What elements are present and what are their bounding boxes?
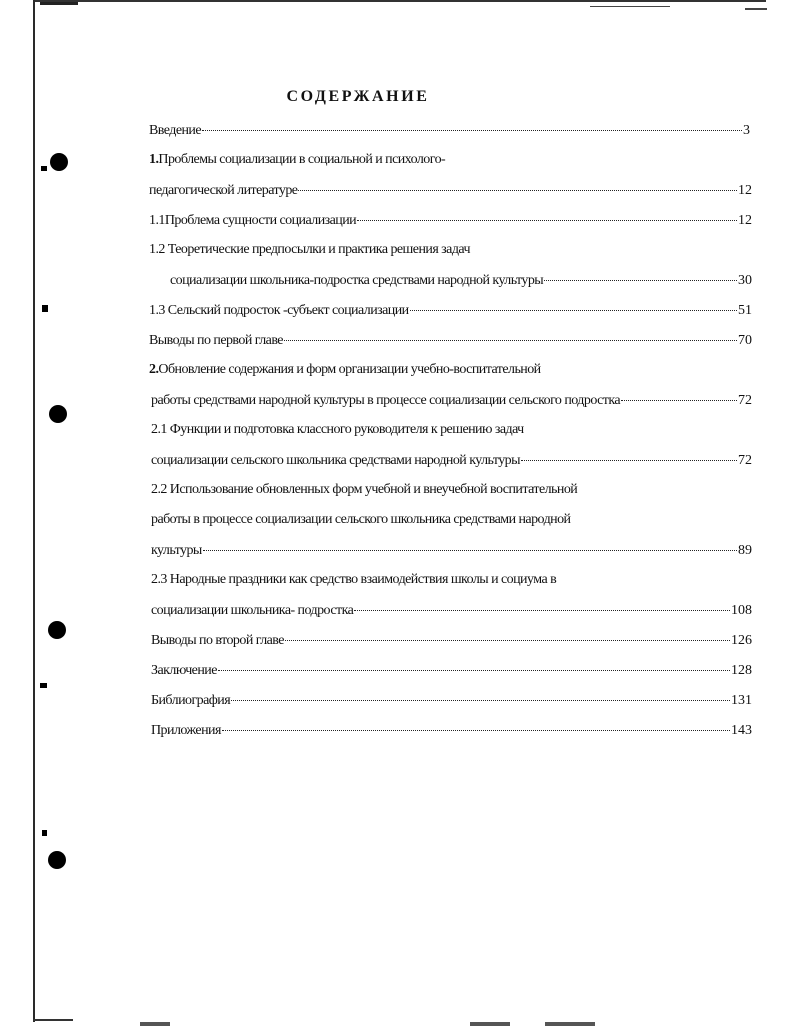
- toc-entry-title: [149, 301, 409, 321]
- dot-leader: [354, 597, 730, 611]
- scan-speck: [42, 305, 48, 312]
- dot-leader: [621, 387, 737, 401]
- toc-entry: [149, 120, 750, 140]
- toc-entry-line: [151, 480, 577, 500]
- toc-entry: [151, 450, 752, 470]
- toc-entry-title: [170, 271, 543, 291]
- toc-entry-text: социализации сельского школьника средствами народной культуры: [151, 453, 520, 468]
- punch-hole: [48, 851, 66, 869]
- scan-edge-mark: [745, 8, 767, 10]
- toc-entry-text: Заключение: [151, 663, 217, 678]
- toc-entry: [151, 600, 752, 620]
- toc-entry: [151, 690, 752, 710]
- toc-entry-title: [151, 691, 230, 711]
- toc-entry-text: работы средствами народной культуры в процессе социализации сельского подростка: [151, 393, 621, 408]
- toc-entry-text: Библиография: [151, 693, 231, 708]
- dot-leader: [222, 717, 730, 731]
- toc-entry-text: 2.3 Народные праздники как средство взаимодействия школы и социума в: [151, 572, 557, 587]
- toc-entry: [170, 270, 752, 290]
- toc-page-number: 51: [738, 303, 752, 318]
- toc-entry-text: социализации школьника- подростка: [151, 603, 354, 618]
- scan-edge-mark: [140, 1022, 170, 1026]
- page-title: СОДЕРЖАНИЕ: [286, 88, 430, 105]
- toc-entry: [149, 300, 752, 320]
- toc-page-number: 131: [731, 693, 752, 708]
- toc-page-number: 126: [731, 633, 752, 648]
- toc-entry-text: Приложения: [151, 723, 221, 738]
- toc-entry-text: социализации школьника-подростка средствами народной культуры: [170, 273, 544, 288]
- toc-page-number: 72: [738, 393, 752, 408]
- toc-entry: [151, 720, 752, 740]
- toc-entry-title: [151, 601, 353, 621]
- scan-edge-bottom: [33, 1019, 73, 1021]
- toc-entry-text: Выводы по второй главе: [151, 633, 284, 648]
- toc-entry-text: Введение: [149, 123, 202, 138]
- toc-page-number: 108: [731, 603, 752, 618]
- dot-leader: [285, 627, 730, 641]
- toc-entry-title: [151, 391, 620, 411]
- toc-entry-line: [149, 150, 445, 170]
- toc-entry-title: [149, 181, 297, 201]
- toc-entry-line: [151, 570, 556, 590]
- dot-leader: [218, 657, 730, 671]
- toc-entry: [149, 210, 752, 230]
- toc-entry-title: [151, 661, 217, 681]
- dot-leader: [357, 207, 737, 221]
- scan-edge-mark: [545, 1022, 595, 1026]
- dot-leader: [231, 687, 730, 701]
- toc-entry-text: педагогической литературе: [149, 183, 298, 198]
- scan-speck: [40, 683, 47, 688]
- toc-entry-line: [149, 360, 541, 380]
- scan-speck: [41, 166, 47, 171]
- toc-entry-text: 2.1 Функции и подготовка классного руководителя к решению задач: [151, 422, 524, 437]
- toc-entry-text: Выводы по первой главе: [149, 333, 283, 348]
- toc-page-number: 30: [738, 273, 752, 288]
- scan-edge-mark: [40, 2, 78, 5]
- toc-page-number: 12: [738, 183, 752, 198]
- toc-entry-title: [151, 451, 520, 471]
- toc-entry-text: 1.3 Сельский подросток -субъект социализации: [149, 303, 409, 318]
- scan-edge-mark: [590, 6, 670, 7]
- toc-entry: [151, 390, 752, 410]
- toc-entry-text: работы в процессе социализации сельского школьника средствами народной: [151, 512, 571, 527]
- dot-leader: [202, 117, 742, 131]
- dot-leader: [298, 177, 737, 191]
- toc-entry: [151, 540, 752, 560]
- toc-entry-line: [151, 420, 524, 440]
- toc-entry-title: [151, 631, 284, 651]
- toc-entry-text: 1.1Проблема сущности социализации: [149, 213, 357, 228]
- scan-edge-left: [33, 0, 35, 1022]
- toc-entry-text: Обновление содержания и форм организации учебно-воспитательной: [158, 362, 541, 377]
- toc-entry: [151, 630, 752, 650]
- toc-page-number: 143: [731, 723, 752, 738]
- scan-edge-top: [33, 0, 766, 2]
- dot-leader: [203, 537, 737, 551]
- toc-entry-text: 1.2 Теоретические предпосылки и практика решения задач: [149, 242, 470, 257]
- toc-page-number: 72: [738, 453, 752, 468]
- toc-entry: [149, 330, 752, 350]
- toc-entry-title: [149, 121, 201, 141]
- dot-leader: [544, 267, 737, 281]
- toc-entry-title: [149, 331, 283, 351]
- scan-edge-mark: [470, 1022, 510, 1026]
- toc-page-number: 12: [738, 213, 752, 228]
- toc-entry: [151, 660, 752, 680]
- toc-entry: [149, 180, 752, 200]
- toc-page-number: 128: [731, 663, 752, 678]
- punch-hole: [49, 405, 67, 423]
- toc-entry-line: [149, 240, 470, 260]
- dot-leader: [521, 447, 737, 461]
- toc-entry-title: [149, 211, 356, 231]
- toc-entry-text: 2.2 Использование обновленных форм учебной и внеучебной воспитательной: [151, 482, 578, 497]
- toc-chapter-number: 1.: [149, 152, 159, 167]
- dot-leader: [284, 327, 737, 341]
- toc-entry-title: [151, 541, 202, 561]
- toc-entry-title: [151, 721, 221, 741]
- dot-leader: [410, 297, 737, 311]
- toc-chapter-number: 2.: [149, 362, 159, 377]
- toc-entry-text: культуры: [151, 543, 202, 558]
- toc-entry-line: [151, 510, 571, 530]
- toc-page-number: 3: [743, 123, 750, 138]
- scan-speck: [42, 830, 47, 836]
- toc-page-number: 70: [738, 333, 752, 348]
- toc-page-number: 89: [738, 543, 752, 558]
- punch-hole: [50, 153, 68, 171]
- toc-entry-text: Проблемы социализации в социальной и психолого-: [158, 152, 446, 167]
- punch-hole: [48, 621, 66, 639]
